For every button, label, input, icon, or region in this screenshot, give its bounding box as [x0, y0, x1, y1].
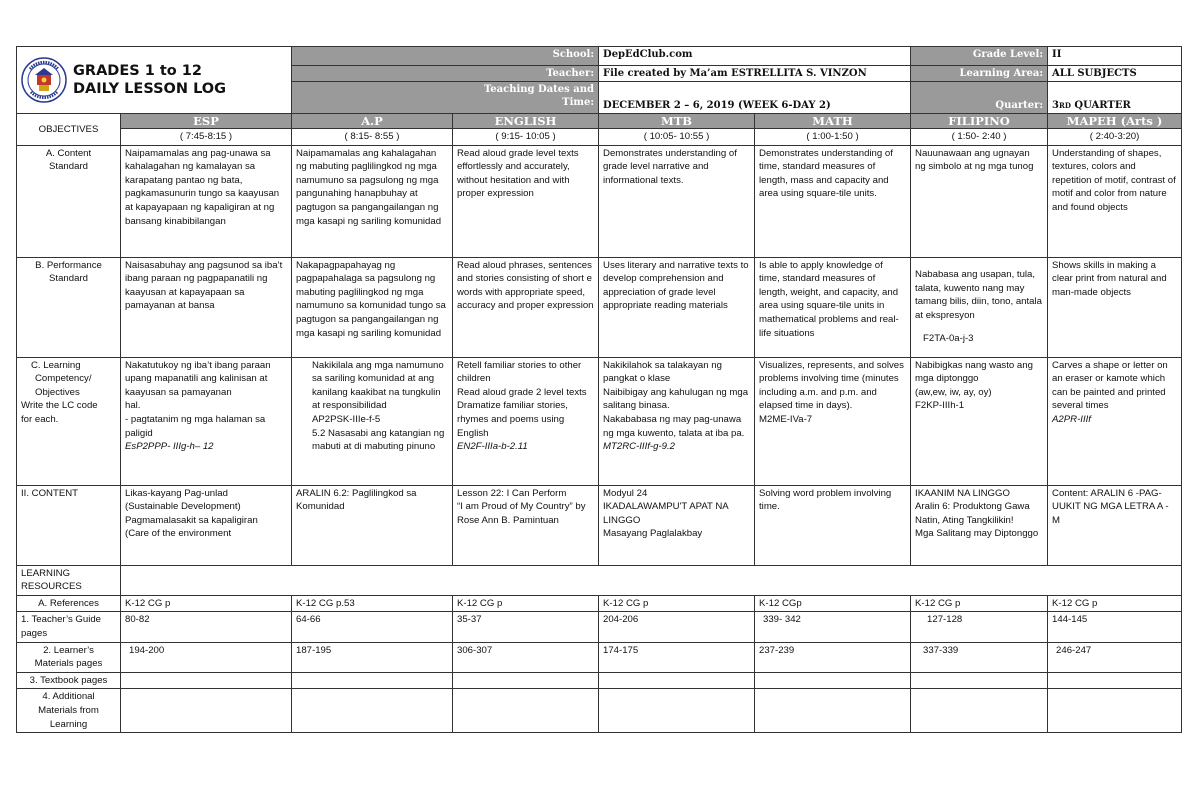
teaching-dates-value: DECEMBER 2 – 6, 2019 (WEEK 6-DAY 2) [599, 82, 911, 114]
teachers-guide-esp: 80-82 [121, 612, 292, 642]
subject-filipino: FILIPINO [911, 114, 1048, 129]
competency-math: Visualizes, represents, and solves problems involving time (minutes including a.m. and p.m. and elapsed time in days). M2ME-IVa-7 [755, 357, 911, 485]
time-english: ( 9:15- 10:05 ) [453, 129, 599, 146]
learners-materials-mapeh: 246-247 [1048, 642, 1182, 672]
learners-materials-mtb: 174-175 [599, 642, 755, 672]
teachers-guide-mtb: 204-206 [599, 612, 755, 642]
content-standard-mtb: Demonstrates understanding of grade level narrative and informational texts. [599, 145, 755, 257]
performance-standard-mapeh: Shows skills in making a clear print from natural and man-made objects [1048, 257, 1182, 357]
teachers-guide-mapeh: 144-145 [1048, 612, 1182, 642]
learners-materials-english: 306-307 [453, 642, 599, 672]
additional-materials-label: 4. Additional Materials from Learning [17, 689, 121, 733]
title-line-1: GRADES 1 to 12 [73, 63, 202, 79]
content-mtb: Modyul 24 IKADALAWAMPU'T APAT NA LINGGO Masayang Paglalakbay [599, 485, 755, 565]
learners-materials-ap: 187-195 [292, 642, 453, 672]
content-standard-mapeh: Understanding of shapes, textures, colors and repetition of motif, contrast of motif and color from nature and found objects [1048, 145, 1182, 257]
learners-materials-filipino: 337-339 [911, 642, 1048, 672]
content-esp: Likas-kayang Pag-unlad (Sustainable Development) Pagmamalasakit sa kapaligiran (Care of the environment [121, 485, 292, 565]
quarter-value: 3RD QUARTER [1048, 82, 1182, 114]
ap-lc-code: AP2PSK-IIIe-f-5 [312, 413, 381, 425]
content-standard-esp: Naipamamalas ang pag-unawa sa kahalagahan ng kamalayan sa karapatang pantao ng bata, pagkamasunurin tungo sa kaayusan at kapayapaan ng kapaligiran at ng bansang kinabibilangan [121, 145, 292, 257]
additional-math [755, 689, 911, 733]
content-standard-filipino: Nauunawaan ang ugnayan ng simbolo at ng mga tunog [911, 145, 1048, 257]
content-standard-math: Demonstrates understanding of time, standard measures of length, mass and capacity and area using square-tile units. [755, 145, 911, 257]
subject-mtb: MTB [599, 114, 755, 129]
learners-materials-label: 2. Learner’s Materials pages [17, 642, 121, 672]
time-math: ( 1:00-1:50 ) [755, 129, 911, 146]
competency-mapeh: Carves a shape or letter on an eraser or kamote which can be painted and printed several times A2PR-IIIf [1048, 357, 1182, 485]
references-filipino: K-12 CG p [911, 595, 1048, 612]
teacher-label: Teacher: [292, 66, 599, 82]
english-lc-code: EN2F-IIIa-b-2.11 [457, 441, 528, 453]
performance-standard-label: B. Performance Standard [17, 257, 121, 357]
textbook-mapeh [1048, 672, 1182, 689]
school-label: School: [292, 47, 599, 66]
subject-mapeh: MAPEH (Arts ) [1048, 114, 1182, 129]
additional-english [453, 689, 599, 733]
content-mapeh: Content: ARALIN 6 -PAG-UUKIT NG MGA LETRA A - M [1048, 485, 1182, 565]
subject-esp: ESP [121, 114, 292, 129]
learning-area-value: ALL SUBJECTS [1048, 66, 1182, 82]
competency-esp: Nakatutukoy ng iba’t ibang paraan upang mapanatili ang kalinisan at kaayusan sa pamayanan hal. - pagtatanim ng mga halaman sa paligid EsP2PPP- IIIg-h– 12 [121, 357, 292, 485]
title-line-2: DAILY LESSON LOG [73, 81, 227, 97]
header-brand [17, 47, 292, 114]
lesson-log-page [16, 46, 1181, 733]
additional-ap [292, 689, 453, 733]
references-ap: K-12 CG p.53 [292, 595, 453, 612]
textbook-filipino [911, 672, 1048, 689]
grade-level-value: II [1048, 47, 1182, 66]
competency-english: Retell familiar stories to other children Read aloud grade 2 level texts Dramatize familiar stories, rhymes and poems using English EN2F-IIIa-b-2.11 [453, 357, 599, 485]
content-math: Solving word problem involving time. [755, 485, 911, 565]
performance-standard-esp: Naisasabuhay ang pagsunod sa iba’t ibang paraan ng pagpapanatili ng kaayusan at kapayapaan sa pamayanan at bansa [121, 257, 292, 357]
time-mapeh: ( 2:40-3:20) [1048, 129, 1182, 146]
content-ap: ARALIN 6.2: Paglilingkod sa Komunidad [292, 485, 453, 565]
performance-standard-english: Read aloud phrases, sentences and stories consisting of short e words with appropriate speed, accuracy and proper expression [453, 257, 599, 357]
learning-area-label: Learning Area: [911, 66, 1048, 82]
textbook-math [755, 672, 911, 689]
content-english: Lesson 22: I Can Perform “I am Proud of My Country” by Rose Ann B. Pamintuan [453, 485, 599, 565]
competency-mtb: Nakikilahok sa talakayan ng pangkat o klase Naibibigay ang kahulugan ng mga salitang binasa. Nakababasa ng may pag-unawa ng mga kuwento, talata at iba pa. MT2RC-IIIf-g-9.2 [599, 357, 755, 485]
additional-mtb [599, 689, 755, 733]
filipino-performance-code: F2TA-0a-j-3 [923, 333, 974, 345]
learning-resources-label: LEARNING RESOURCES [17, 565, 121, 595]
time-mtb: ( 10:05- 10:55 ) [599, 129, 755, 146]
mtb-lc-code: MT2RC-IIIf-g-9.2 [603, 441, 675, 453]
learners-materials-esp: 194-200 [121, 642, 292, 672]
performance-standard-math: Is able to apply knowledge of time, standard measures of length, weight, and capacity, and area using square-tile units in mathematical problems and real-life situations [755, 257, 911, 357]
teachers-guide-ap: 64-66 [292, 612, 453, 642]
references-esp: K-12 CG p [121, 595, 292, 612]
deped-seal-icon [21, 57, 67, 103]
additional-filipino [911, 689, 1048, 733]
teachers-guide-math: 339- 342 [755, 612, 911, 642]
additional-esp [121, 689, 292, 733]
grade-level-label: Grade Level: [911, 47, 1048, 66]
textbook-esp [121, 672, 292, 689]
teacher-value: File created by Ma’am ESTRELLITA S. VINZON [599, 66, 911, 82]
textbook-label: 3. Textbook pages [17, 672, 121, 689]
textbook-english [453, 672, 599, 689]
learners-materials-math: 237-239 [755, 642, 911, 672]
quarter-label: Quarter: [911, 82, 1048, 114]
time-esp: ( 7:45-8:15 ) [121, 129, 292, 146]
content-label: II. CONTENT [17, 485, 121, 565]
textbook-ap [292, 672, 453, 689]
time-filipino: ( 1:50- 2:40 ) [911, 129, 1048, 146]
textbook-mtb [599, 672, 755, 689]
references-label: A. References [17, 595, 121, 612]
subject-ap: A.P [292, 114, 453, 129]
teachers-guide-label: 1. Teacher’s Guide pages [17, 612, 121, 642]
subject-math: MATH [755, 114, 911, 129]
filipino-lc-code: F2KP-IIIh-1 [915, 400, 965, 412]
performance-standard-mtb: Uses literary and narrative texts to develop comprehension and appreciation of grade level appropriate reading materials [599, 257, 755, 357]
content-standard-english: Read aloud grade level texts effortlessly and accurately, without hesitation and with proper expression [453, 145, 599, 257]
learning-resources-row [121, 565, 1182, 595]
performance-standard-filipino: Nababasa ang usapan, tula, talata, kuwento nang may tamang bilis, diin, tono, antala at ekspresyon F2TA-0a-j-3 [911, 257, 1048, 357]
content-standard-label: A. Content Standard [17, 145, 121, 257]
references-english: K-12 CG p [453, 595, 599, 612]
references-mtb: K-12 CG p [599, 595, 755, 612]
competency-ap: Nakikilala ang mga namumuno sa sariling komunidad at ang kanilang kaakibat na tungkulin at responsibilidad AP2PSK-IIIe-f-5 5.2 Nasasabi ang katangian ng mabuti at di mabuting pinuno [292, 357, 453, 485]
content-filipino: IKAANIM NA LINGGO Aralin 6: Produktong Gawa Natin, Ating Tangkilikin! Mga Salitang may Diptonggo [911, 485, 1048, 565]
additional-mapeh [1048, 689, 1182, 733]
teaching-dates-label: Teaching Dates and Time: [292, 82, 599, 114]
references-mapeh: K-12 CG p [1048, 595, 1182, 612]
math-lc-code: M2ME-IVa-7 [759, 413, 813, 425]
references-math: K-12 CGp [755, 595, 911, 612]
objectives-label: OBJECTIVES [17, 114, 121, 146]
esp-lc-code: EsP2PPP- IIIg-h– 12 [125, 441, 214, 453]
teachers-guide-filipino: 127-128 [911, 612, 1048, 642]
lesson-log-table [16, 46, 1182, 733]
time-ap: ( 8:15- 8:55 ) [292, 129, 453, 146]
mapeh-lc-code: A2PR-IIIf [1052, 413, 1091, 425]
performance-standard-ap: Nakapagpapahayag ng pagpapahalaga sa pagsulong ng mabuting paglilingkod ng mga namumuno sa komunidad tungo sa pagtugon sa pangangailangan ng mga kasapi ng sariling komunidad [292, 257, 453, 357]
subject-english: ENGLISH [453, 114, 599, 129]
competency-label: C. Learning Competency/ Objectives Write the LC code for each. [17, 357, 121, 485]
teachers-guide-english: 35-37 [453, 612, 599, 642]
school-value: DepEdClub.com [599, 47, 911, 66]
content-standard-ap: Naipamamalas ang kahalagahan ng mabuting paglilingkod ng mga namumuno sa pagsulong ng mga pangunahing hanapbuhay at pagtugon sa pangangailangan ng mga kasapi ng sariling komunidad [292, 145, 453, 257]
competency-filipino: Nabibigkas nang wasto ang mga diptonggo (aw,ew, iw, ay, oy) F2KP-IIIh-1 [911, 357, 1048, 485]
